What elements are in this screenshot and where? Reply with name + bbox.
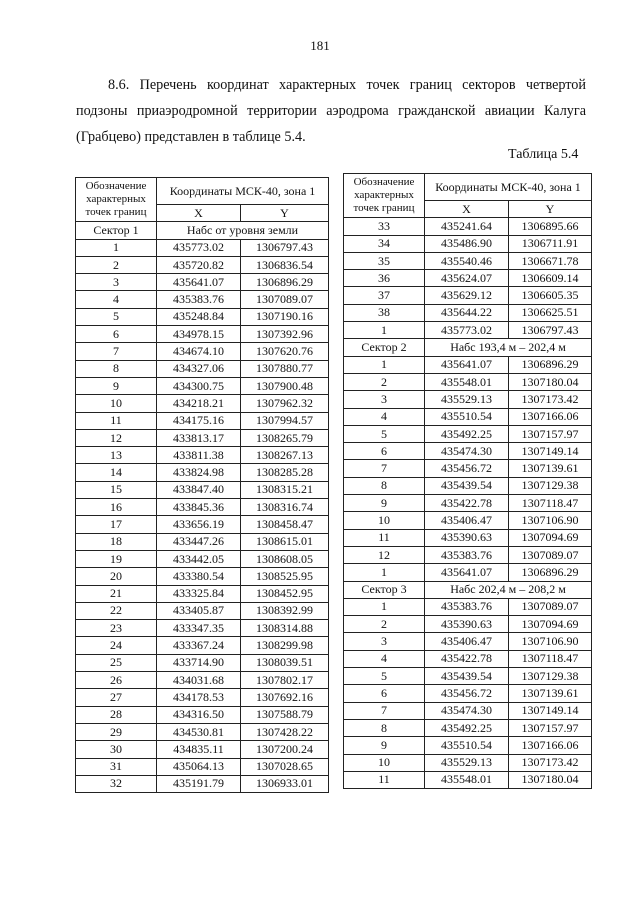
- table-row: [344, 443, 592, 460]
- point-number: 9: [344, 737, 425, 754]
- point-number: 2: [76, 256, 157, 273]
- x-coordinate: 435474.30: [425, 702, 509, 719]
- y-coordinate: 1307190.16: [241, 308, 329, 325]
- point-number: 32: [76, 775, 157, 792]
- y-coordinate: 1307089.07: [509, 598, 592, 615]
- y-coordinate: 1307880.77: [241, 360, 329, 377]
- point-number: 27: [76, 689, 157, 706]
- point-number: 1: [344, 564, 425, 581]
- table-row: [344, 616, 592, 633]
- point-number: 1: [344, 598, 425, 615]
- y-coordinate: 1307166.06: [509, 408, 592, 425]
- y-coordinate: 1307094.69: [509, 616, 592, 633]
- table-row: [76, 602, 329, 619]
- y-coordinate: 1307994.57: [241, 412, 329, 429]
- point-number: 3: [76, 274, 157, 291]
- table-row: [76, 654, 329, 671]
- table-row: [344, 495, 592, 512]
- x-coordinate: 435540.46: [425, 252, 509, 269]
- header-y: Y: [509, 201, 592, 218]
- x-coordinate: 435510.54: [425, 737, 509, 754]
- y-coordinate: 1306896.29: [241, 274, 329, 291]
- point-number: 19: [76, 550, 157, 567]
- point-number: 17: [76, 516, 157, 533]
- point-number: 1: [344, 356, 425, 373]
- y-coordinate: 1308316.74: [241, 499, 329, 516]
- table-row: [76, 585, 329, 602]
- table-row: [76, 775, 329, 792]
- table-row: [344, 270, 592, 287]
- point-number: 7: [344, 702, 425, 719]
- x-coordinate: 434978.15: [157, 326, 241, 343]
- x-coordinate: 434031.68: [157, 672, 241, 689]
- sector-height: Набс 202,4 м – 208,2 м: [425, 581, 592, 598]
- table-row: [76, 291, 329, 308]
- table-row: [76, 706, 329, 723]
- y-coordinate: 1306895.66: [509, 218, 592, 235]
- point-number: 3: [344, 391, 425, 408]
- sector-label: Сектор 1: [76, 222, 157, 239]
- y-coordinate: 1308299.98: [241, 637, 329, 654]
- y-coordinate: 1307129.38: [509, 668, 592, 685]
- point-number: 28: [76, 706, 157, 723]
- x-coordinate: 435624.07: [425, 270, 509, 287]
- y-coordinate: 1307089.07: [241, 291, 329, 308]
- y-coordinate: 1307588.79: [241, 706, 329, 723]
- x-coordinate: 435456.72: [425, 685, 509, 702]
- table-row: [76, 620, 329, 637]
- y-coordinate: 1306609.14: [509, 270, 592, 287]
- x-coordinate: 434316.50: [157, 706, 241, 723]
- x-coordinate: 435529.13: [425, 391, 509, 408]
- table-row: [344, 425, 592, 442]
- x-coordinate: 435629.12: [425, 287, 509, 304]
- x-coordinate: 435474.30: [425, 443, 509, 460]
- y-coordinate: 1307200.24: [241, 741, 329, 758]
- intro-paragraph: 8.6. Перечень координат характерных точек границ секторов четвертой подзоны приаэродромной территории аэродрома гражданской авиации Калуга (Грабцево) представлен в таблице 5.4.: [76, 77, 586, 145]
- y-coordinate: 1308452.95: [241, 585, 329, 602]
- x-coordinate: 435383.76: [425, 598, 509, 615]
- x-coordinate: 435390.63: [425, 616, 509, 633]
- table-row: [344, 546, 592, 563]
- table-row: [344, 304, 592, 321]
- header-coords-label: Координаты МСК-40, зона 1: [425, 174, 592, 201]
- point-number: 6: [344, 685, 425, 702]
- y-coordinate: 1307106.90: [509, 633, 592, 650]
- point-number: 2: [344, 616, 425, 633]
- table-row: [344, 252, 592, 269]
- x-coordinate: 435641.07: [157, 274, 241, 291]
- y-coordinate: 1307180.04: [509, 373, 592, 390]
- point-number: 8: [344, 477, 425, 494]
- table-row: [344, 633, 592, 650]
- point-number: 22: [76, 602, 157, 619]
- y-coordinate: 1307094.69: [509, 529, 592, 546]
- x-coordinate: 435773.02: [425, 322, 509, 339]
- header-point-label: Обозначение характерных точек границ: [344, 174, 425, 218]
- sector-header-row: [76, 222, 329, 239]
- x-coordinate: 435064.13: [157, 758, 241, 775]
- x-coordinate: 434175.16: [157, 412, 241, 429]
- y-coordinate: 1306836.54: [241, 256, 329, 273]
- point-number: 31: [76, 758, 157, 775]
- table-row: [344, 771, 592, 788]
- table-row: [76, 741, 329, 758]
- x-coordinate: 435720.82: [157, 256, 241, 273]
- point-number: 23: [76, 620, 157, 637]
- x-coordinate: 435191.79: [157, 775, 241, 792]
- y-coordinate: 1307106.90: [509, 512, 592, 529]
- y-coordinate: 1308608.05: [241, 550, 329, 567]
- point-number: 1: [344, 322, 425, 339]
- x-coordinate: 435241.64: [425, 218, 509, 235]
- point-number: 2: [344, 373, 425, 390]
- point-number: 10: [76, 395, 157, 412]
- y-coordinate: 1307173.42: [509, 391, 592, 408]
- y-coordinate: 1307392.96: [241, 326, 329, 343]
- x-coordinate: 433813.17: [157, 429, 241, 446]
- table-row: [344, 754, 592, 771]
- point-number: 11: [76, 412, 157, 429]
- point-number: 33: [344, 218, 425, 235]
- y-coordinate: 1308392.99: [241, 602, 329, 619]
- table-row: [344, 373, 592, 390]
- x-coordinate: 433347.35: [157, 620, 241, 637]
- table-row: [76, 239, 329, 256]
- y-coordinate: 1308458.47: [241, 516, 329, 533]
- x-coordinate: 435383.76: [157, 291, 241, 308]
- y-coordinate: 1308315.21: [241, 481, 329, 498]
- table-row: [76, 256, 329, 273]
- point-number: 38: [344, 304, 425, 321]
- y-coordinate: 1307118.47: [509, 495, 592, 512]
- y-coordinate: 1308615.01: [241, 533, 329, 550]
- table-row: [76, 343, 329, 360]
- y-coordinate: 1307173.42: [509, 754, 592, 771]
- y-coordinate: 1308285.28: [241, 464, 329, 481]
- x-coordinate: 435422.78: [425, 495, 509, 512]
- point-number: 9: [344, 495, 425, 512]
- sector-label: Сектор 3: [344, 581, 425, 598]
- point-number: 21: [76, 585, 157, 602]
- table-row: [76, 360, 329, 377]
- point-number: 11: [344, 771, 425, 788]
- table-row: [344, 650, 592, 667]
- x-coordinate: 435248.84: [157, 308, 241, 325]
- table-row: [344, 477, 592, 494]
- table-caption: Таблица 5.4: [508, 147, 579, 162]
- table-row: [344, 564, 592, 581]
- y-coordinate: 1307157.97: [509, 719, 592, 736]
- x-coordinate: 433442.05: [157, 550, 241, 567]
- point-number: 4: [76, 291, 157, 308]
- table-row: [76, 758, 329, 775]
- y-coordinate: 1308525.95: [241, 568, 329, 585]
- x-coordinate: 435383.76: [425, 546, 509, 563]
- table-row: [76, 533, 329, 550]
- x-coordinate: 435456.72: [425, 460, 509, 477]
- y-coordinate: 1308039.51: [241, 654, 329, 671]
- table-row: [344, 322, 592, 339]
- y-coordinate: 1307620.76: [241, 343, 329, 360]
- y-coordinate: 1307149.14: [509, 443, 592, 460]
- x-coordinate: 435390.63: [425, 529, 509, 546]
- table-row: [344, 460, 592, 477]
- point-number: 3: [344, 633, 425, 650]
- point-number: 8: [344, 719, 425, 736]
- point-number: 29: [76, 723, 157, 740]
- y-coordinate: 1306711.91: [509, 235, 592, 252]
- coordinates-table-right: [343, 173, 592, 789]
- y-coordinate: 1306933.01: [241, 775, 329, 792]
- point-number: 6: [76, 326, 157, 343]
- x-coordinate: 435773.02: [157, 239, 241, 256]
- table-row: [344, 235, 592, 252]
- point-number: 11: [344, 529, 425, 546]
- y-coordinate: 1307129.38: [509, 477, 592, 494]
- x-coordinate: 433405.87: [157, 602, 241, 619]
- sector-height: Набс 193,4 м – 202,4 м: [425, 339, 592, 356]
- point-number: 10: [344, 512, 425, 529]
- table-row: [76, 464, 329, 481]
- x-coordinate: 435548.01: [425, 771, 509, 788]
- y-coordinate: 1307166.06: [509, 737, 592, 754]
- y-coordinate: 1306797.43: [509, 322, 592, 339]
- sector-header-row: [344, 581, 592, 598]
- point-number: 13: [76, 447, 157, 464]
- table-row: [344, 702, 592, 719]
- table-row: [76, 429, 329, 446]
- point-number: 10: [344, 754, 425, 771]
- table-row: [76, 672, 329, 689]
- y-coordinate: 1307149.14: [509, 702, 592, 719]
- x-coordinate: 434835.11: [157, 741, 241, 758]
- x-coordinate: 435439.54: [425, 668, 509, 685]
- table-row: [344, 685, 592, 702]
- y-coordinate: 1308265.79: [241, 429, 329, 446]
- sector-height: Набс от уровня земли: [157, 222, 329, 239]
- table-row: [344, 287, 592, 304]
- point-number: 36: [344, 270, 425, 287]
- x-coordinate: 435422.78: [425, 650, 509, 667]
- x-coordinate: 435644.22: [425, 304, 509, 321]
- y-coordinate: 1307028.65: [241, 758, 329, 775]
- x-coordinate: 433656.19: [157, 516, 241, 533]
- table-row: [76, 481, 329, 498]
- y-coordinate: 1307089.07: [509, 546, 592, 563]
- x-coordinate: 435492.25: [425, 719, 509, 736]
- table-row: [76, 689, 329, 706]
- y-coordinate: 1307428.22: [241, 723, 329, 740]
- table-row: [76, 723, 329, 740]
- point-number: 5: [76, 308, 157, 325]
- table-row: [76, 308, 329, 325]
- x-coordinate: 433447.26: [157, 533, 241, 550]
- point-number: 4: [344, 650, 425, 667]
- point-number: 26: [76, 672, 157, 689]
- x-coordinate: 435510.54: [425, 408, 509, 425]
- point-number: 25: [76, 654, 157, 671]
- x-coordinate: 435548.01: [425, 373, 509, 390]
- point-number: 34: [344, 235, 425, 252]
- table-row: [344, 719, 592, 736]
- y-coordinate: 1307802.17: [241, 672, 329, 689]
- point-number: 35: [344, 252, 425, 269]
- table-row: [344, 408, 592, 425]
- x-coordinate: 435406.47: [425, 633, 509, 650]
- table-row: [76, 550, 329, 567]
- x-coordinate: 435439.54: [425, 477, 509, 494]
- point-number: 12: [344, 546, 425, 563]
- x-coordinate: 434218.21: [157, 395, 241, 412]
- table-row: [344, 512, 592, 529]
- x-coordinate: 435492.25: [425, 425, 509, 442]
- y-coordinate: 1307180.04: [509, 771, 592, 788]
- x-coordinate: 435641.07: [425, 356, 509, 373]
- point-number: 7: [76, 343, 157, 360]
- y-coordinate: 1306896.29: [509, 356, 592, 373]
- header-x: X: [425, 201, 509, 218]
- point-number: 14: [76, 464, 157, 481]
- table-row: [76, 447, 329, 464]
- point-number: 7: [344, 460, 425, 477]
- point-number: 4: [344, 408, 425, 425]
- y-coordinate: 1307157.97: [509, 425, 592, 442]
- point-number: 6: [344, 443, 425, 460]
- table-row: [344, 737, 592, 754]
- x-coordinate: 433380.54: [157, 568, 241, 585]
- point-number: 1: [76, 239, 157, 256]
- header-point-label: Обозначение характерных точек границ: [76, 178, 157, 222]
- y-coordinate: 1307139.61: [509, 685, 592, 702]
- x-coordinate: 433714.90: [157, 654, 241, 671]
- point-number: 12: [76, 429, 157, 446]
- x-coordinate: 434300.75: [157, 377, 241, 394]
- x-coordinate: 434327.06: [157, 360, 241, 377]
- y-coordinate: 1307900.48: [241, 377, 329, 394]
- y-coordinate: 1306671.78: [509, 252, 592, 269]
- header-coords-label: Координаты МСК-40, зона 1: [157, 178, 329, 205]
- y-coordinate: 1306896.29: [509, 564, 592, 581]
- y-coordinate: 1307692.16: [241, 689, 329, 706]
- y-coordinate: 1308314.88: [241, 620, 329, 637]
- x-coordinate: 433811.38: [157, 447, 241, 464]
- point-number: 37: [344, 287, 425, 304]
- table-row: [344, 668, 592, 685]
- table-row: [344, 391, 592, 408]
- point-number: 15: [76, 481, 157, 498]
- point-number: 16: [76, 499, 157, 516]
- table-row: [76, 377, 329, 394]
- table-row: [76, 412, 329, 429]
- table-row: [76, 499, 329, 516]
- point-number: 18: [76, 533, 157, 550]
- x-coordinate: 435406.47: [425, 512, 509, 529]
- point-number: 24: [76, 637, 157, 654]
- table-row: [76, 274, 329, 291]
- header-y: Y: [241, 205, 329, 222]
- header-x: X: [157, 205, 241, 222]
- x-coordinate: 435641.07: [425, 564, 509, 581]
- x-coordinate: 433824.98: [157, 464, 241, 481]
- y-coordinate: 1306605.35: [509, 287, 592, 304]
- table-body-left: [76, 222, 329, 793]
- y-coordinate: 1307139.61: [509, 460, 592, 477]
- sector-header-row: [344, 339, 592, 356]
- x-coordinate: 433367.24: [157, 637, 241, 654]
- y-coordinate: 1306797.43: [241, 239, 329, 256]
- x-coordinate: 434178.53: [157, 689, 241, 706]
- y-coordinate: 1307962.32: [241, 395, 329, 412]
- x-coordinate: 434530.81: [157, 723, 241, 740]
- x-coordinate: 434674.10: [157, 343, 241, 360]
- x-coordinate: 435529.13: [425, 754, 509, 771]
- sector-label: Сектор 2: [344, 339, 425, 356]
- page-number: 181: [310, 38, 330, 53]
- table-row: [344, 598, 592, 615]
- table-row: [76, 395, 329, 412]
- y-coordinate: 1307118.47: [509, 650, 592, 667]
- table-row: [76, 568, 329, 585]
- point-number: 20: [76, 568, 157, 585]
- y-coordinate: 1306625.51: [509, 304, 592, 321]
- x-coordinate: 433845.36: [157, 499, 241, 516]
- point-number: 5: [344, 425, 425, 442]
- x-coordinate: 433325.84: [157, 585, 241, 602]
- point-number: 5: [344, 668, 425, 685]
- table-row: [76, 637, 329, 654]
- table-body-right: [344, 218, 592, 789]
- point-number: 9: [76, 377, 157, 394]
- coordinates-table-left: [75, 177, 329, 793]
- x-coordinate: 433847.40: [157, 481, 241, 498]
- table-row: [344, 529, 592, 546]
- table-row: [76, 516, 329, 533]
- x-coordinate: 435486.90: [425, 235, 509, 252]
- table-row: [344, 356, 592, 373]
- table-row: [76, 326, 329, 343]
- point-number: 8: [76, 360, 157, 377]
- y-coordinate: 1308267.13: [241, 447, 329, 464]
- table-row: [344, 218, 592, 235]
- point-number: 30: [76, 741, 157, 758]
